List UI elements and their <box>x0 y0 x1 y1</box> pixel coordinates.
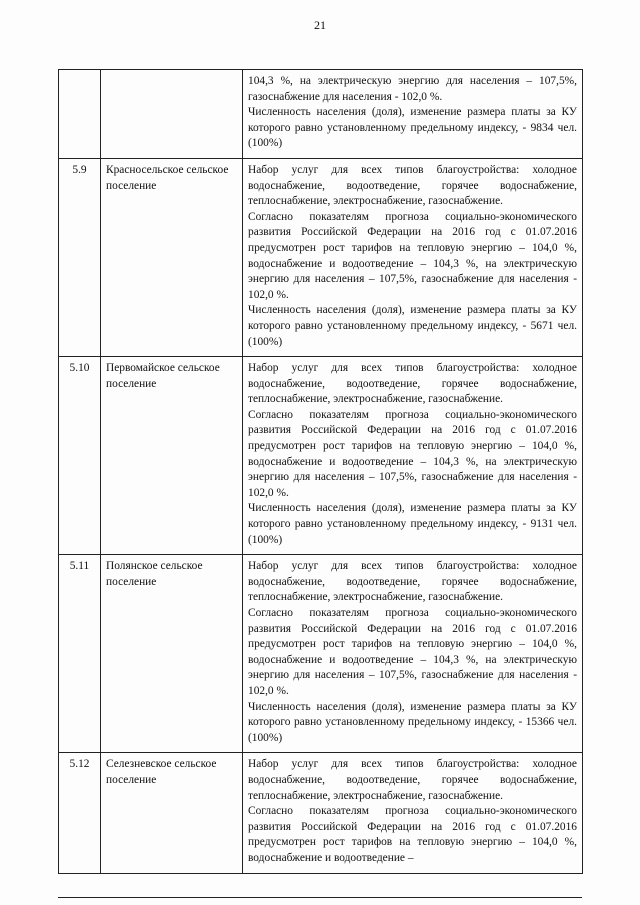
row-description <box>243 555 583 753</box>
row-description <box>243 70 583 159</box>
description-paragraph: Набор услуг для всех типов благоустройства: холодное водоснабжение, водоотведение, горячее водоснабжение, теплоснабжение, электроснабжение, газоснабжение. <box>248 560 577 604</box>
row-description <box>243 753 583 873</box>
page-bottom-rule <box>58 897 582 898</box>
description-paragraph: Численность населения (доля), изменение размера платы за КУ которого равно установленному предельному индексу, - 5671 чел. (100%) <box>248 304 577 348</box>
row-description <box>243 357 583 555</box>
description-paragraph: Согласно показателям прогноза социально-экономического развития Российской Федерации на 2016 год с 01.07.2016 предусмотрен рост тарифов на тепловую энергию – 104,0 %, водоснабжение и водоотведение – 104,3 %, на электрическую энергию для населения – 107,5%, газоснабжение для населения - 102,0 %. <box>248 210 577 301</box>
table-row <box>59 158 583 356</box>
description-paragraph: Набор услуг для всех типов благоустройства: холодное водоснабжение, водоотведение, горячее водоснабжение, теплоснабжение, электроснабжение, газоснабжение. <box>248 163 577 208</box>
description-paragraph: Набор услуг для всех типов благоустройства: холодное водоснабжение, водоотведение, горячее водоснабжение, теплоснабжение, электроснабжение, газоснабжение. <box>248 758 577 802</box>
description-paragraph: Численность населения (доля), изменение размера платы за КУ которого равно установленному предельному индексу, - 9131 чел. (100%) <box>248 502 577 546</box>
row-number: 5.11 <box>59 555 101 753</box>
description-paragraph: 104,3 %, на электрическую энергию для населения – 107,5%, газоснабжение для населения - 102,0 %. <box>248 75 577 103</box>
description-paragraph: Согласно показателям прогноза социально-экономического развития Российской Федерации на 2016 год с 01.07.2016 предусмотрен рост тарифов на тепловую энергию – 104,0 %, водоснабжение и водоотведение – 104,3 %, на электрическую энергию для населения – 107,5%, газоснабжение для населения - 102,0 %. <box>248 408 577 499</box>
row-number: 5.12 <box>59 753 101 873</box>
row-description <box>243 158 583 356</box>
row-number: 5.10 <box>59 357 101 555</box>
settlement-name <box>101 70 243 159</box>
table-row <box>59 555 583 753</box>
page-number: 21 <box>314 18 326 32</box>
description-paragraph: Численность населения (доля), изменение размера платы за КУ которого равно установленному предельному индексу, - 15366 чел. (100%) <box>248 700 577 744</box>
table-row <box>59 70 583 159</box>
settlement-name: Первомайское сельское поселение <box>101 357 243 555</box>
description-paragraph: Набор услуг для всех типов благоустройства: холодное водоснабжение, водоотведение, горячее водоснабжение, теплоснабжение, электроснабжение, газоснабжение. <box>248 362 577 406</box>
tariff-table <box>58 69 583 874</box>
row-number <box>59 70 101 159</box>
table-row <box>59 357 583 555</box>
settlement-name: Полянское сельское поселение <box>101 555 243 753</box>
settlement-name: Красносельское сельское поселение <box>101 158 243 356</box>
table-row <box>59 753 583 873</box>
settlement-name: Селезневское сельское поселение <box>101 753 243 873</box>
description-paragraph: Согласно показателям прогноза социально-экономического развития Российской Федерации на 2016 год с 01.07.2016 предусмотрен рост тарифов на тепловую энергию – 104,0 %, водоснабжение и водоотведение – <box>248 805 577 864</box>
description-paragraph: Согласно показателям прогноза социально-экономического развития Российской Федерации на 2016 год с 01.07.2016 предусмотрен рост тарифов на тепловую энергию – 104,0 %, водоснабжение и водоотведение – 104,3 %, на электрическую энергию для населения – 107,5%, газоснабжение для населения - 102,0 %. <box>248 607 577 697</box>
description-paragraph: Численность населения (доля), изменение размера платы за КУ которого равно установленному предельному индексу, - 9834 чел. (100%) <box>248 106 577 150</box>
row-number: 5.9 <box>59 158 101 356</box>
